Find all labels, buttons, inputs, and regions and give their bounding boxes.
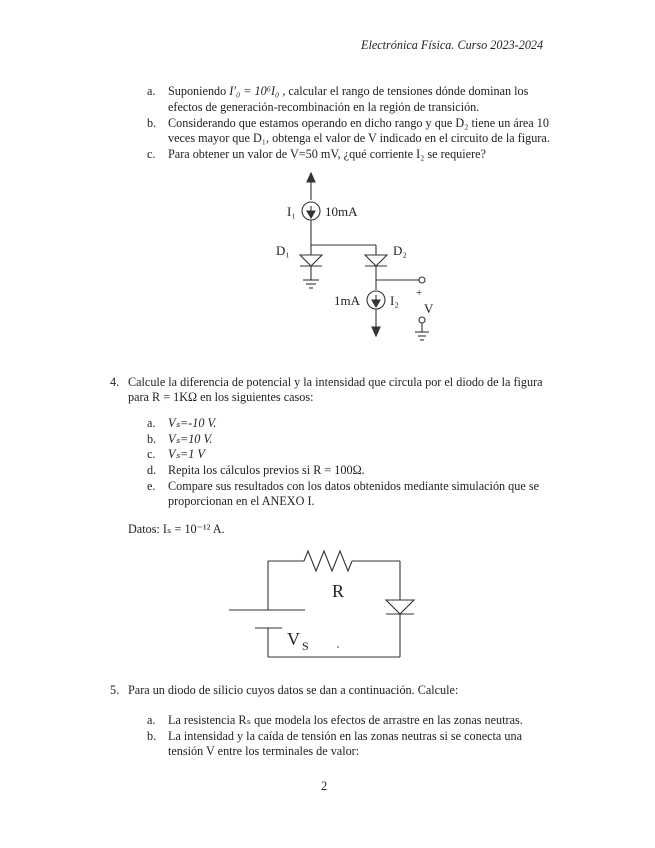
q4-item-a-letter: a. xyxy=(147,416,156,430)
q4-number: 4. xyxy=(110,375,120,389)
q3-item-c-letter: c. xyxy=(147,147,156,161)
i2-value: 1mA xyxy=(334,293,360,308)
q3-item-b-letter: b. xyxy=(147,116,157,130)
q3-item-a-letter: a. xyxy=(147,84,156,98)
q4-item-d-letter: d. xyxy=(147,463,157,477)
q5-item-a-letter: a. xyxy=(147,713,156,727)
d1-label: D₁ xyxy=(276,243,290,258)
q5-item-a: La resistencia Rₛ que modela los efectos de arrastre en las zonas neutras. xyxy=(168,713,523,727)
q3-item-c-line1: Para obtener un valor de V=50 mV, ¿qué corriente I₂ se requiere? xyxy=(168,147,486,161)
q4-item-b-letter: b. xyxy=(147,432,157,446)
v-plus-label: + xyxy=(416,287,423,299)
i1-value: 10mA xyxy=(325,204,358,219)
page-header: Electrónica Física. Curso 2023-2024 xyxy=(361,38,544,52)
q4-item-e-line2: proporcionan en el ANEXO I. xyxy=(168,494,315,508)
q5-item-b-line2: tensión V entre los terminales de valor: xyxy=(168,744,360,758)
q5-number: 5. xyxy=(110,683,120,697)
q4-item-c-letter: c. xyxy=(147,447,156,461)
page-number: 2 xyxy=(321,779,328,793)
q5-item-b-letter: b. xyxy=(147,729,157,743)
q4-item-c: Vₛ=1 V xyxy=(168,447,205,461)
vs-label: V xyxy=(287,629,300,649)
i2-label: I₂ xyxy=(390,293,399,308)
q3-item-a-line2: efectos de generación-recombinación en la región de transición. xyxy=(168,100,480,114)
q4-datos: Datos: Iₛ = 10⁻¹² A. xyxy=(128,522,225,536)
q3-item-b-line1: Considerando que estamos operando en dicho rango y que D₂ tiene un área 10 xyxy=(168,116,549,130)
v-label: V xyxy=(424,301,434,316)
q4-line2: para R = 1KΩ en los siguientes casos: xyxy=(128,390,314,404)
q4-line1: Calcule la diferencia de potencial y la intensidad que circula por el diodo de la figura xyxy=(128,375,543,389)
q3-item-a-line1: Suponiendo I′₀ = 10⁶I₀ , calcular el rango de tensiones dónde dominan los xyxy=(168,84,529,98)
r-label: R xyxy=(332,581,345,601)
q5-item-b-line1: La intensidad y la caída de tensión en las zonas neutras si se conecta una xyxy=(168,729,522,743)
i1-label: I₁ xyxy=(287,204,296,219)
q5-line1: Para un diodo de silicio cuyos datos se dan a continuación. Calcule: xyxy=(128,683,459,697)
q4-item-e-letter: e. xyxy=(147,479,156,493)
q3-item-b-line2: veces mayor que D₁, obtenga el valor de V indicado en el circuito de la figura. xyxy=(168,131,550,145)
q4-item-d: Repita los cálculos previos si R = 100Ω. xyxy=(168,463,365,477)
vs-subscript: S xyxy=(302,639,309,653)
q4-item-a: Vₛ=-10 V. xyxy=(168,416,217,430)
q4-item-e-line1: Compare sus resultados con los datos obtenidos mediante simulación que se xyxy=(168,479,539,493)
d2-label: D₂ xyxy=(393,243,407,258)
q4-item-b: Vₛ=10 V. xyxy=(168,432,213,446)
